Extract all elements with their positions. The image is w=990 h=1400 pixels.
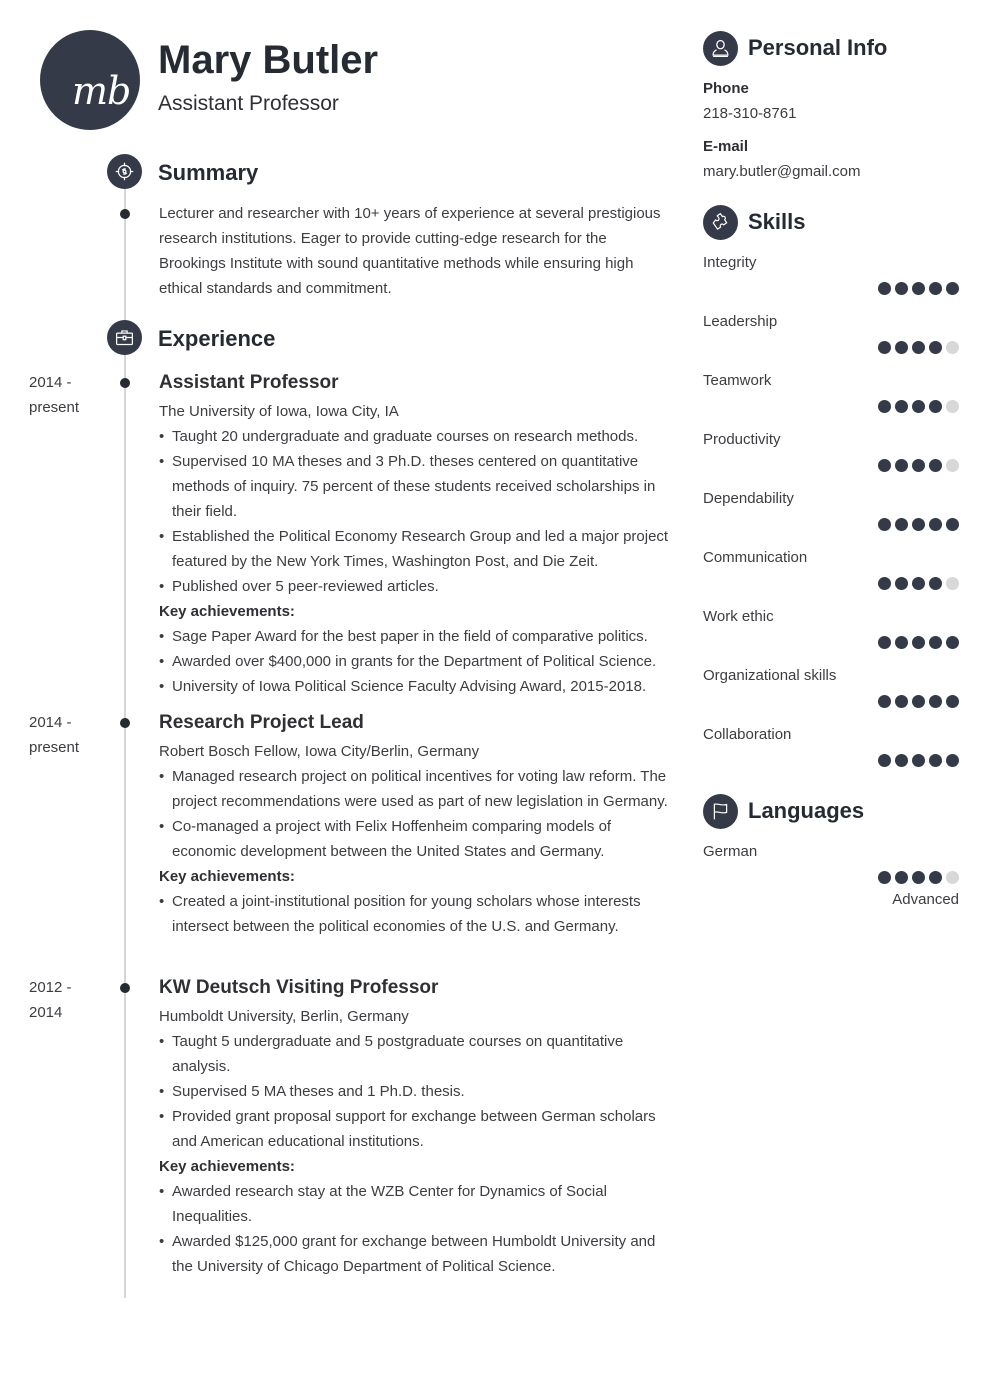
candidate-name: Mary Butler: [158, 38, 379, 82]
achievement-bullet: • Created a joint-institutional position for young scholars whose interests intersect between the political economies of the U.S. and Germany.: [159, 889, 669, 939]
candidate-title: Assistant Professor: [158, 92, 339, 115]
job-responsibilities: [159, 424, 669, 599]
skill-rating: [878, 282, 959, 295]
job-title: KW Deutsch Visiting Professor: [159, 977, 439, 998]
job-entry: [159, 711, 669, 939]
job-bullet: • Co-managed a project with Felix Hoffenheim comparing models of economic development between the United States and Germany.: [159, 814, 669, 864]
target-icon: [107, 154, 142, 189]
achievement-bullet: • University of Iowa Political Science Faculty Advising Award, 2015-2018.: [159, 674, 669, 699]
job-bullet: • Provided grant proposal support for exchange between German scholars and American educational institutions.: [159, 1104, 669, 1154]
skill-name: Communication: [703, 549, 808, 566]
skill-rating: [878, 695, 959, 708]
skill-name: Organizational skills: [703, 667, 837, 684]
skills-heading: Skills: [748, 209, 806, 234]
achievement-bullet: • Awarded research stay at the WZB Center for Dynamics of Social Inequalities.: [159, 1179, 669, 1229]
achievement-bullet: • Awarded $125,000 grant for exchange between Humboldt University and the University of Chicago Department of Political Science.: [159, 1229, 669, 1279]
timeline-dot: [120, 983, 130, 993]
flag-icon: [703, 794, 738, 829]
skill-rating: [878, 636, 959, 649]
job-achievements: [159, 889, 669, 939]
experience-heading: Experience: [158, 326, 276, 351]
timeline-dot: [120, 718, 130, 728]
job-date-start: 2012 -: [29, 979, 72, 996]
summary-heading: Summary: [158, 160, 259, 185]
job-achievements: [159, 624, 669, 699]
summary-text: Lecturer and researcher with 10+ years of experience at several prestigious research institutions. Eager to provide cutting-edge research for the Brookings Institute with sound quantitative methods while ensuring high ethical standards and commitment.: [159, 205, 661, 297]
avatar: [40, 30, 140, 130]
phone-label: Phone: [703, 80, 749, 97]
job-bullet: • Supervised 5 MA theses and 1 Ph.D. thesis.: [159, 1079, 669, 1104]
job-bullet: • Taught 5 undergraduate and 5 postgraduate courses on quantitative analysis.: [159, 1029, 669, 1079]
achievement-bullet: • Awarded over $400,000 in grants for the Department of Political Science.: [159, 649, 669, 674]
job-bullet: • Taught 20 undergraduate and graduate courses on research methods.: [159, 424, 669, 449]
skill-name: Productivity: [703, 431, 781, 448]
key-achievements-label: Key achievements:: [159, 868, 295, 885]
job-date-end: 2014: [29, 1004, 63, 1021]
job-date-end: present: [29, 739, 80, 756]
job-entry: [159, 976, 669, 1279]
job-date-start: 2014 -: [29, 374, 72, 391]
key-achievements-label: Key achievements:: [159, 1158, 295, 1175]
key-achievements-label: Key achievements:: [159, 603, 295, 620]
languages-heading: Languages: [748, 798, 865, 823]
email-label: E-mail: [703, 138, 749, 155]
skill-rating: [878, 577, 959, 590]
job-entry: [159, 371, 669, 699]
language-name: German: [703, 843, 758, 860]
briefcase-icon: [107, 320, 142, 355]
job-bullet: • Established the Political Economy Research Group and led a major project featured by the New York Times, Washington Post, and Die Zeit.: [159, 524, 669, 574]
puzzle-icon: [703, 205, 738, 240]
job-company: Humboldt University, Berlin, Germany: [159, 1008, 409, 1025]
skill-name: Leadership: [703, 313, 778, 330]
language-rating: [878, 871, 959, 884]
job-title: Research Project Lead: [159, 712, 364, 733]
job-responsibilities: [159, 1029, 669, 1154]
job-date: [29, 370, 99, 420]
job-date-start: 2014 -: [29, 714, 72, 731]
achievement-bullet: • Sage Paper Award for the best paper in the field of comparative politics.: [159, 624, 669, 649]
job-achievements: [159, 1179, 669, 1279]
avatar-initials: mb: [72, 69, 131, 113]
language-level: Advanced: [892, 891, 959, 908]
timeline-dot: [120, 378, 130, 388]
skill-name: Integrity: [703, 254, 757, 271]
job-bullet: • Managed research project on political incentives for voting law reform. The project recommendations were used as part of new legislation in Germany.: [159, 764, 669, 814]
skill-name: Dependability: [703, 490, 794, 507]
timeline-dot: [120, 209, 130, 219]
email-value: mary.butler@gmail.com: [703, 163, 861, 180]
skill-rating: [878, 754, 959, 767]
skill-name: Collaboration: [703, 726, 792, 743]
job-date: [29, 975, 99, 1025]
job-date-end: present: [29, 399, 80, 416]
job-responsibilities: [159, 764, 669, 864]
skill-name: Teamwork: [703, 372, 772, 389]
job-bullet: • Published over 5 peer-reviewed articles.: [159, 574, 669, 599]
skill-rating: [878, 518, 959, 531]
job-bullet: • Supervised 10 MA theses and 3 Ph.D. theses centered on quantitative methods of inquiry. 75 percent of these students received scholarships in their field.: [159, 449, 669, 524]
personal-info-heading: Personal Info: [748, 35, 888, 60]
skill-rating: [878, 459, 959, 472]
skill-name: Work ethic: [703, 608, 774, 625]
skill-rating: [878, 400, 959, 413]
job-title: Assistant Professor: [159, 372, 339, 393]
user-icon: [703, 31, 738, 66]
phone-value: 218-310-8761: [703, 105, 797, 122]
job-date: [29, 710, 99, 760]
job-company: Robert Bosch Fellow, Iowa City/Berlin, Germany: [159, 743, 480, 760]
job-company: The University of Iowa, Iowa City, IA: [159, 403, 399, 420]
skill-rating: [878, 341, 959, 354]
